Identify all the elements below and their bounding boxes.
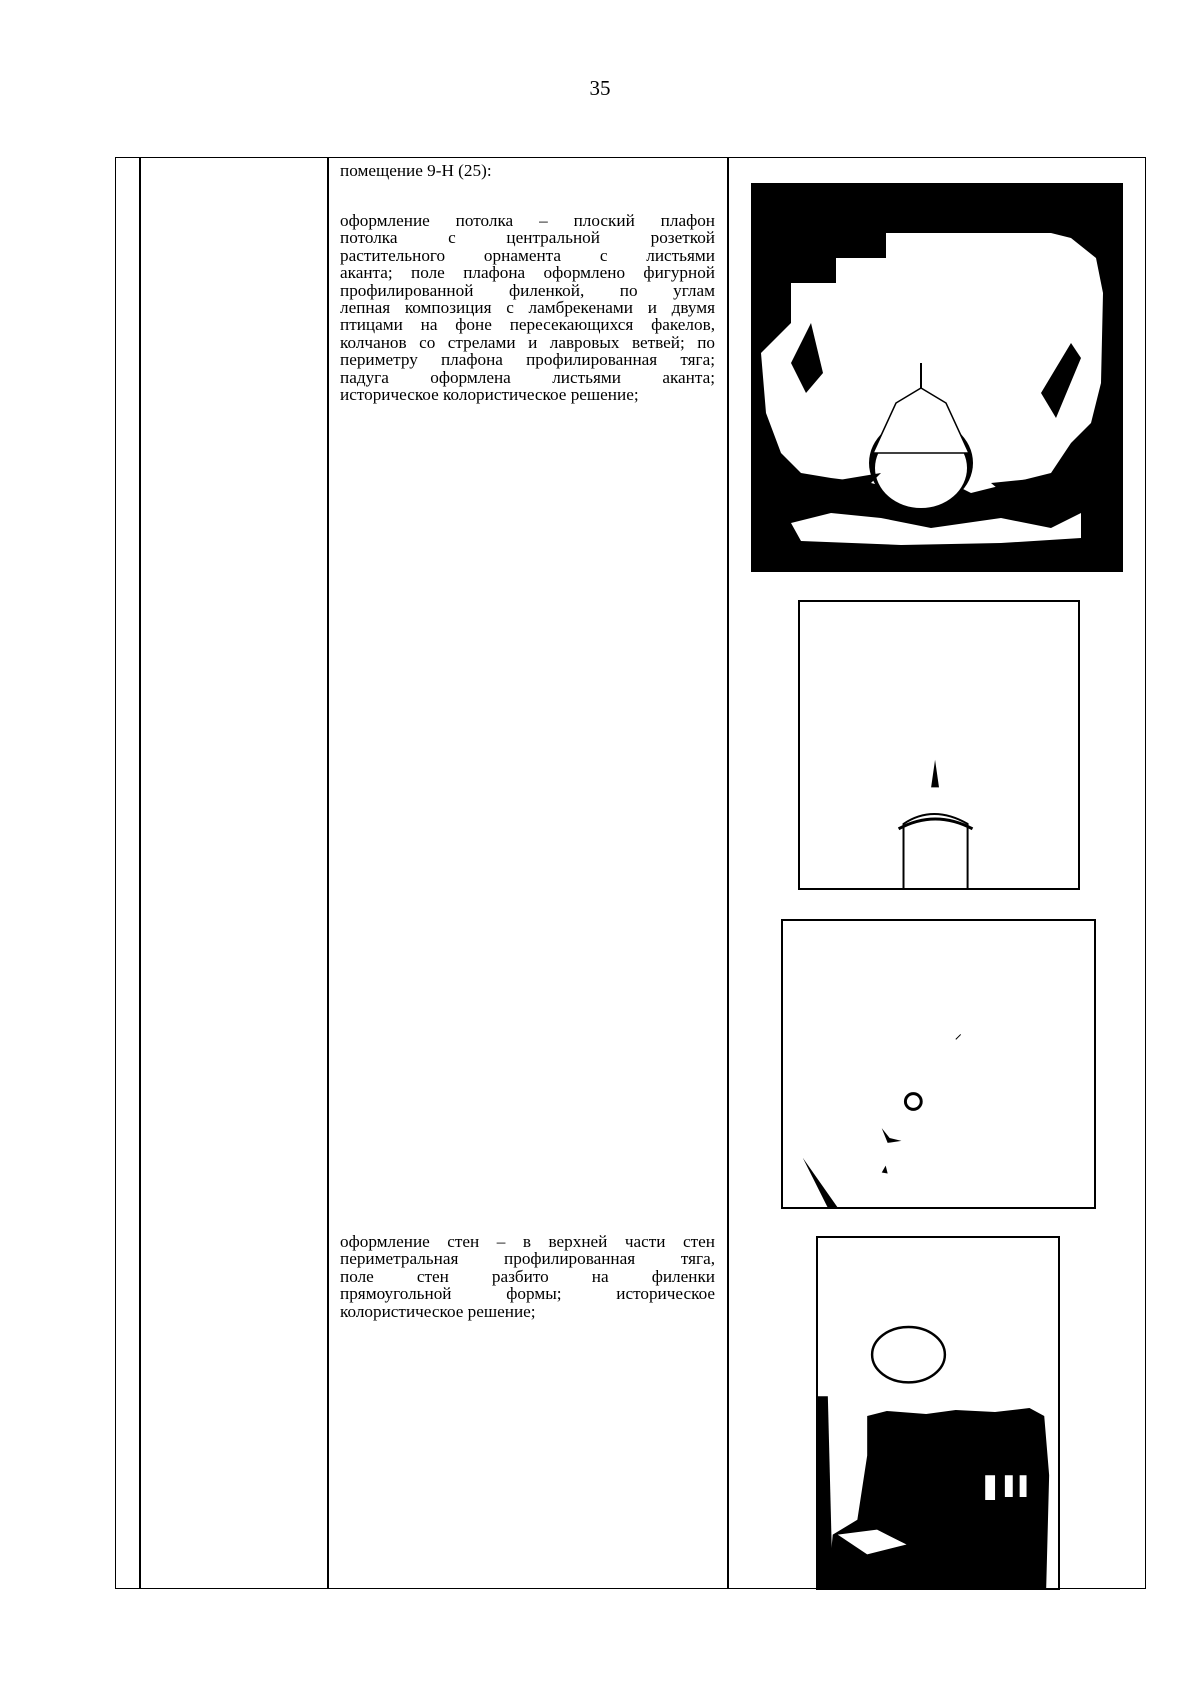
ceiling-line: потолка с центральной розеткой xyxy=(340,228,715,248)
ceiling-line: колчанов со стрелами и лавровых ветвей; по xyxy=(340,332,715,352)
walls-photo xyxy=(816,1236,1060,1590)
ceiling-line: периметру плафона профилированная тяга; xyxy=(340,350,715,370)
ceiling-line: птицами на фоне пересекающихся факелов, xyxy=(340,315,715,335)
ceiling-line: профилированной филенкой, по углам xyxy=(340,280,715,300)
page-number: 35 xyxy=(589,76,611,100)
description-table xyxy=(115,157,1146,1589)
ceiling-line: оформление потолка – плоский плафон xyxy=(340,211,715,230)
walls-line: периметральная профилированная тяга, xyxy=(340,1249,715,1269)
ceiling-description xyxy=(340,212,715,403)
room-title: помещение 9-Н (25): xyxy=(340,161,492,180)
ceiling-line: историческое колористическое решение; xyxy=(340,385,639,405)
rosette-photo xyxy=(781,919,1096,1209)
walls-line: прямоугольной формы; историческое xyxy=(340,1284,715,1304)
ceiling-line: растительного орнамента с листьями xyxy=(340,245,715,265)
ceiling-line: падуга оформлена листьями аканта; xyxy=(340,367,715,387)
ceiling-line: лепная композиция с ламбрекенами и двумя xyxy=(340,298,715,318)
walls-line: колористическое решение; xyxy=(340,1301,536,1321)
ceiling-line: аканта; поле плафона оформлено фигурной xyxy=(340,263,715,283)
walls-description xyxy=(340,1233,715,1320)
column-divider xyxy=(727,158,729,1588)
column-divider xyxy=(327,158,329,1588)
walls-line: поле стен разбито на филенки xyxy=(340,1266,715,1286)
walls-line: оформление стен – в верхней части стен xyxy=(340,1232,715,1251)
ceiling-detail-photo xyxy=(798,600,1080,890)
column-divider xyxy=(139,158,141,1588)
ceiling-photo xyxy=(751,183,1123,572)
